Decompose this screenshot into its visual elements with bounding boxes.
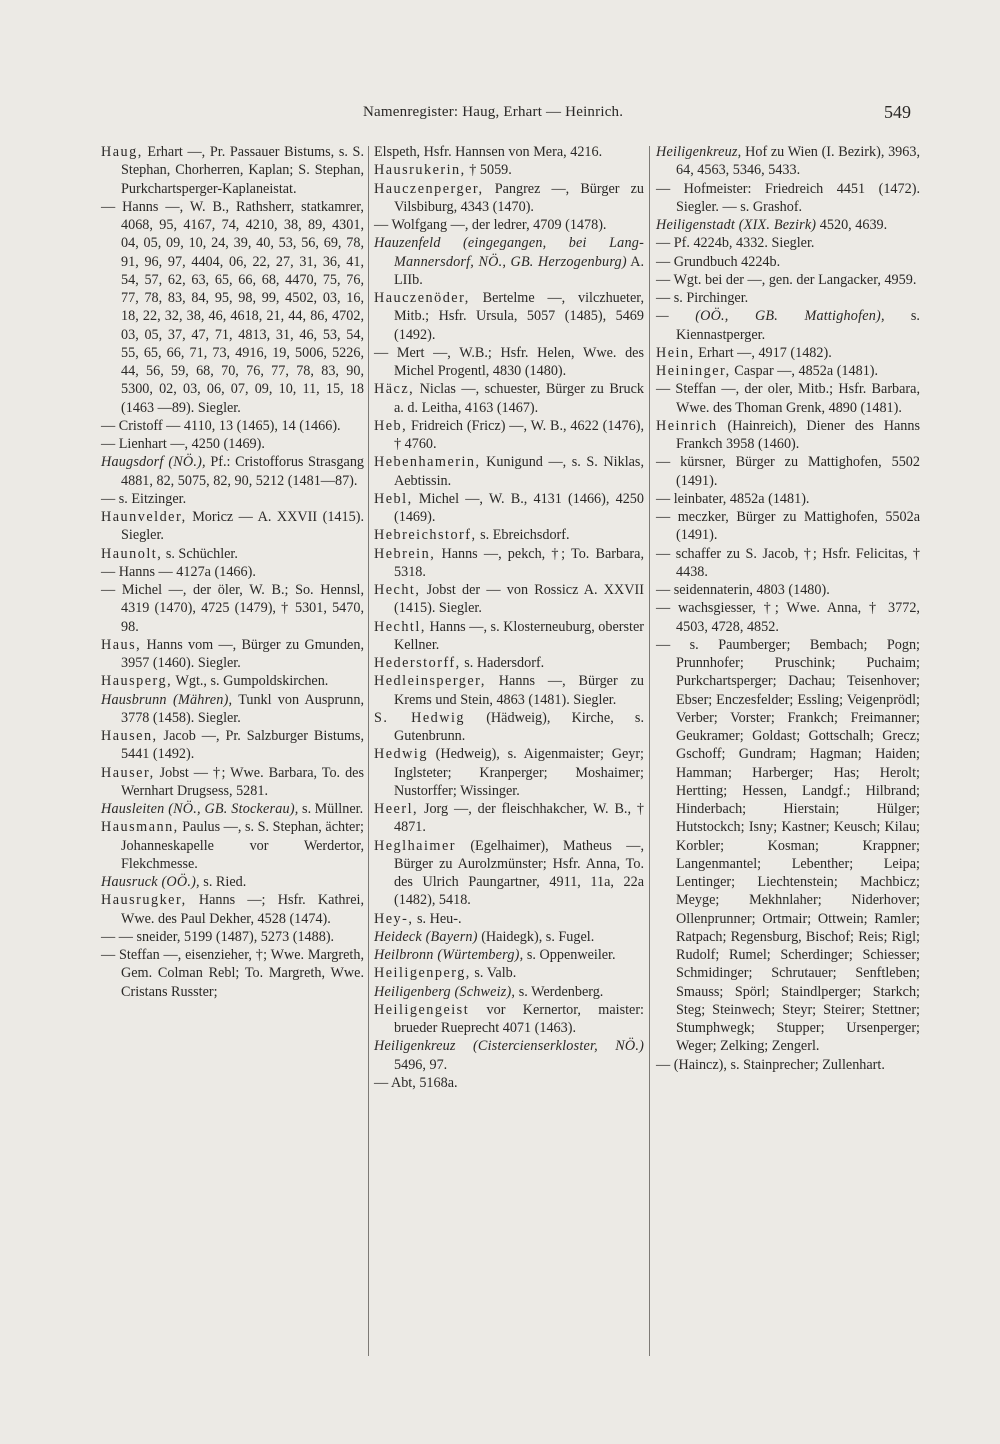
entry-text: (Hedweig), s. Aigenmaister; Geyr; Inglsteter; Kranperger; Moshaimer; Nustorffer; Wissinger.: [394, 746, 644, 799]
index-entry: [101, 928, 364, 946]
index-entry: [101, 563, 364, 581]
entry-text: Hanns vom —, Bürger zu Gmunden, 3957 (1460). Siegler.: [121, 636, 364, 671]
entry-keyword: — — sneider,: [101, 928, 181, 945]
index-entry: [101, 417, 364, 435]
index-entry: [656, 307, 920, 344]
index-entry: [374, 1037, 644, 1074]
entry-keyword: — (OÖ., GB. Mattighofen),: [656, 308, 885, 325]
index-entry: [101, 727, 364, 764]
index-entry: [656, 234, 920, 252]
entry-text: s. Hadersdorf.: [460, 655, 545, 671]
entry-text: Jorg —, der fleischhakcher, W. B., † 4871.: [394, 801, 644, 836]
index-entry: [101, 453, 364, 490]
entry-keyword: Hey-,: [374, 910, 414, 927]
index-entry: [374, 289, 644, 344]
entry-text: Paulus —, s. S. Stephan, ächter; Johanneskapelle vor Werdertor, Flekchmesse.: [121, 819, 364, 872]
entry-keyword: Heininger,: [656, 363, 731, 379]
index-entry: [374, 161, 644, 179]
index-entry: [374, 709, 644, 746]
index-entry: [374, 344, 644, 381]
entry-text: †; Wwe. Anna, † 3772, 4503, 4728, 4852.: [676, 600, 920, 635]
entry-text: Caspar —, 4852a (1481).: [730, 363, 879, 379]
entry-text: Friedreich 4451 (1472). Siegler. — s. Grashof.: [676, 180, 920, 215]
entry-text: Hof zu Wien (I. Bezirk), 3963, 64, 4563, 5346, 5433.: [676, 144, 920, 179]
index-entry: [656, 581, 920, 599]
index-entry: [374, 964, 644, 982]
entry-keyword: Hedwig: [374, 746, 428, 763]
entry-text: † 5059.: [465, 162, 512, 179]
entry-text: 5168a.: [415, 1074, 458, 1091]
entry-text: Tunkl von Ausprunn, 3778 (1458). Siegler.: [121, 691, 364, 726]
entry-keyword: Heiligenstadt (XIX. Bezirk): [656, 217, 817, 233]
index-entry: [374, 672, 644, 709]
index-entry: [101, 581, 364, 636]
index-column-3: [656, 143, 920, 1074]
entry-text: s. Schüchler.: [162, 545, 238, 562]
entry-text: Elspeth, Hsfr. Hannsen von Mera, 4216.: [374, 144, 603, 160]
entry-keyword: Haug,: [101, 144, 143, 160]
entry-keyword: — schaffer: [656, 545, 722, 562]
index-entry: [101, 891, 364, 928]
index-entry: [374, 983, 644, 1001]
entry-keyword: Heiligenperg,: [374, 965, 471, 982]
entry-text: Pangrez —, Bürger zu Vilsbiburg, 4343 (1470).: [394, 180, 644, 215]
index-entry: [374, 380, 644, 417]
entry-text: — 4127a (1466).: [155, 563, 256, 580]
entry-keyword: — Steffan: [656, 381, 717, 398]
index-entry: [656, 344, 920, 362]
entry-keyword: — Hofmeister:: [656, 180, 752, 197]
entry-text: Bertelme —, vilczhueter, Mitb.; Hsfr. Ursula, 5057 (1485), 5469 (1492).: [394, 290, 644, 343]
entry-text: (Hädweig), Kirche, s. Gutenbrunn.: [394, 709, 644, 744]
entry-text: Hanns —; Hsfr. Kathrei, Wwe. des Paul Dekher, 4528 (1474).: [121, 892, 364, 927]
index-column-1: [101, 143, 364, 1001]
entry-text: Jobst der — von Rossicz A. XXVII (1415). Siegler.: [394, 582, 644, 617]
entry-keyword: — seidennaterin,: [656, 582, 753, 598]
entry-text: s. Kiennastperger.: [676, 308, 920, 343]
index-entry: [656, 490, 920, 508]
entry-keyword: Hausperg,: [101, 673, 173, 690]
entry-keyword: — (Haincz),: [656, 1056, 727, 1073]
entry-text: s. Müllner.: [298, 801, 364, 817]
entry-keyword: — wachsgiesser,: [656, 600, 756, 617]
entry-keyword: Heiligenberg (Schweiz),: [374, 983, 516, 1000]
entry-text: Bürger zu Mattighofen, 5502 (1491).: [676, 454, 920, 489]
index-entry: [101, 873, 364, 891]
entry-text: —, W.B.; Hsfr. Helen, Wwe. des Michel Progentl, 4830 (1480).: [394, 344, 644, 379]
entry-keyword: — Pf.: [656, 235, 690, 252]
index-entry: [656, 180, 920, 217]
index-entry: [374, 234, 644, 289]
entry-text: s. Ebreichsdorf.: [476, 527, 570, 544]
entry-text: Pf.: Cristofforus Strasgang 4881, 82, 5075, 82, 90, 5212 (1481—87).: [121, 454, 365, 489]
index-entry: [656, 545, 920, 582]
entry-text: Jacob —, Pr. Salzburger Bistums, 5441 (1492).: [121, 728, 364, 763]
index-entry: [101, 946, 364, 1001]
index-entry: [374, 946, 644, 964]
entry-keyword: Hausbrunn (Mähren),: [101, 691, 233, 708]
entry-keyword: — Michel: [101, 582, 163, 598]
entry-text: Niclas —, schuester, Bürger zu Bruck a. d. Leitha, 4163 (1467).: [394, 381, 644, 416]
index-entry: [656, 1056, 920, 1074]
entry-text: Erhart —, 4917 (1482).: [694, 344, 832, 361]
entry-text: vor Kernertor, maister: brueder Rueprecht 4071 (1463).: [394, 1001, 644, 1036]
index-entry: [101, 691, 364, 728]
entry-keyword: Hausmann,: [101, 819, 179, 836]
entry-keyword: Haunolt,: [101, 545, 163, 562]
index-column-2: [374, 143, 644, 1092]
entry-text: Pirchinger.: [682, 290, 749, 306]
entry-text: Paumberger; Bembach; Pogn; Prunnhofer; Pruschink; Puchaim; Purkchartsperger; Dachau; Teisenhover; Ebser; Enczesfelder; Essling; Veigenprödl; Verber; Vorster; Frankch; Freimanner; Geukramer; Goldast; Gottschalh; Grecz; Gschoff; Gundram; Hagman; Haiden; Hamman; Harberger; Has; Herolt; Hertting; Hessen, Landgf.; Hilbrand; Hinderbach; Hierstain; Hülger; Hutstockch; Isny; Kastner; Keusch; Kilau; Korbler; Kosman; Krappner; Langenmantel; Lebenther; Leipa; Lentinger; Liechtenstein; Machbicz; Meyge; Mekhnlaher; Niderhover; Ollenprunner; Ortmair; Ottwein; Ramler; Ratpach; Regensburg, Bischof; Reis; Rigl; Rudolf; Rumel; Scherdinger; Schiesser; Schmidinger; Schrutauer; Senftleben; Smauss; Spörl; Staindlperger; Starkch; Steg; Steinwech; Steyr; Steirer; Stettner; Stumphwegk; Stupper; Ursenperger; Weger; Zelking; Zengerl.: [676, 636, 920, 1055]
entry-keyword: Hausrugker,: [101, 892, 187, 909]
index-entry: [656, 289, 920, 307]
index-entry: [101, 764, 364, 801]
index-entry: [374, 928, 644, 946]
entry-text: Moricz — A. XXVII (1415). Siegler.: [121, 509, 364, 544]
entry-keyword: Heideck (Bayern): [374, 928, 478, 945]
entry-keyword: S. Hedwig: [374, 709, 466, 726]
entry-keyword: — leinbater,: [656, 490, 727, 507]
entry-text: s. Werdenberg.: [515, 983, 604, 1000]
index-entry: [374, 837, 644, 910]
entry-text: —, der oler, Mitb.; Hsfr. Barbara, Wwe. des Thoman Grenk, 4890 (1481).: [676, 381, 921, 416]
entry-text: Hanns —, s. Klosterneuburg, oberster Kellner.: [394, 618, 644, 653]
index-entry: [656, 143, 920, 180]
entry-keyword: — Steffan: [101, 947, 160, 963]
entry-text: 4852a (1481).: [726, 490, 810, 507]
entry-text: zu S. Jacob, †; Hsfr. Felicitas, † 4438.: [676, 545, 920, 580]
entry-keyword: Hebrein,: [374, 545, 436, 562]
index-entry: [101, 545, 364, 563]
entry-keyword: Hauser,: [101, 764, 155, 781]
entry-keyword: Hausrukerin,: [374, 162, 466, 179]
entry-text: Hanns —, pekch, †; To. Barbara, 5318.: [394, 545, 644, 580]
entry-text: Jobst — †; Wwe. Barbara, To. des Wernhart Drugsess, 5281.: [121, 764, 364, 799]
entry-keyword: Hebl,: [374, 490, 413, 507]
index-entry: [656, 417, 920, 454]
index-entry: [656, 599, 920, 636]
index-entry: [656, 362, 920, 380]
index-entry: [101, 143, 364, 198]
page-header: [0, 104, 1000, 128]
index-entry: [374, 490, 644, 527]
entry-keyword: Hederstorff,: [374, 655, 461, 671]
entry-keyword: — meczker,: [656, 509, 729, 525]
entry-keyword: Hausen,: [101, 728, 158, 744]
entry-text: Hanns —, Bürger zu Krems und Stein, 4863 (1481). Siegler.: [394, 673, 644, 708]
entry-keyword: Haugsdorf (NÖ.),: [101, 454, 206, 471]
entry-keyword: Heiligenkreuz (Cistercienserkloster, NÖ.): [374, 1038, 644, 1055]
entry-keyword: Haus,: [101, 636, 142, 653]
index-entry: [656, 253, 920, 271]
entry-keyword: — Cristoff: [101, 417, 163, 434]
entry-text: bei der —, gen. der Langacker, 4959.: [701, 271, 917, 288]
entry-keyword: — kürsner,: [656, 454, 726, 471]
index-entry: [656, 453, 920, 490]
entry-keyword: Heiligenkreuz,: [656, 144, 742, 160]
entry-keyword: Hecht,: [374, 582, 421, 598]
entry-text: Wgt., s. Gumpoldskirchen.: [172, 673, 329, 690]
entry-text: Eitzinger.: [127, 490, 187, 507]
entry-text: —, der ledrer, 4709 (1478).: [447, 217, 607, 233]
entry-keyword: Heerl,: [374, 801, 419, 817]
entry-keyword: Heb,: [374, 417, 408, 434]
entry-text: 5496, 97.: [394, 1056, 448, 1073]
index-entry: [656, 271, 920, 289]
entry-keyword: — s.: [656, 636, 699, 653]
index-entry: [656, 636, 920, 1056]
entry-keyword: Hauczenperger,: [374, 180, 484, 197]
index-entry: [656, 380, 920, 417]
entry-text: s. Stainprecher; Zullenhart.: [726, 1056, 885, 1073]
entry-keyword: Hauczenöder,: [374, 290, 470, 306]
entry-text: Michel —, W. B., 4131 (1466), 4250 (1469).: [394, 490, 644, 525]
column-divider: [368, 146, 369, 1356]
entry-keyword: Heglhaimer: [374, 837, 456, 854]
running-title: Namenregister: Haug, Erhart — Heinrich.: [363, 104, 624, 120]
index-entry: [374, 1001, 644, 1038]
column-divider: [649, 146, 650, 1356]
entry-keyword: — Mert: [374, 344, 425, 361]
entry-text: s. Valb.: [470, 965, 517, 982]
entry-keyword: Hechtl,: [374, 618, 426, 635]
entry-text: 5199 (1487), 5273 (1488).: [180, 928, 335, 945]
entry-keyword: — Abt,: [374, 1074, 416, 1091]
index-entry: [374, 453, 644, 490]
index-entry: [101, 818, 364, 873]
index-entry: [101, 508, 364, 545]
entry-keyword: — Hanns: [101, 198, 159, 215]
entry-text: —, 4250 (1469).: [166, 436, 265, 452]
index-entry: [374, 581, 644, 618]
page-number: 549: [884, 102, 911, 122]
entry-keyword: — Hanns: [101, 563, 155, 580]
entry-text: 4803 (1480).: [752, 582, 830, 598]
entry-keyword: — s.: [656, 290, 683, 306]
entry-keyword: Hausruck (OÖ.),: [101, 874, 200, 890]
index-entry: [374, 800, 644, 837]
entry-keyword: Hein,: [656, 344, 695, 361]
entry-keyword: Heinrich: [656, 417, 718, 434]
index-entry: [374, 180, 644, 217]
index-entry: [374, 1074, 644, 1092]
entry-text: Erhart —, Pr. Passauer Bistums, s. S. Stephan, Chorherren, Kaplan; S. Stephan, Purkchartsperger-Kaplaneistat.: [121, 144, 364, 197]
entry-text: 4224b, 4332. Siegler.: [689, 235, 815, 252]
index-entry: [101, 800, 364, 818]
entry-text: (Egelhaimer), Matheus —, Bürger zu Aurolzmünster; Hsfr. Anna, To. des Ulrich Paungartner, 4911, 11a, 22a (1482), 5418.: [394, 837, 644, 909]
index-entry: [656, 508, 920, 545]
entry-text: 4224b.: [737, 253, 781, 270]
index-entry: [374, 526, 644, 544]
entry-text: s. Heu-.: [413, 910, 462, 927]
index-entry: [374, 910, 644, 928]
index-entry: [101, 636, 364, 673]
entry-text: s. Oppenweiler.: [523, 947, 616, 963]
index-entry: [374, 216, 644, 234]
index-entry: [101, 490, 364, 508]
entry-keyword: Hebenhamerin,: [374, 454, 481, 471]
entry-keyword: Hedleinsperger,: [374, 673, 486, 690]
entry-text: Bürger zu Mattighofen, 5502a (1491).: [676, 509, 920, 544]
index-entry: [374, 745, 644, 800]
entry-text: A. LIIb.: [394, 253, 645, 288]
index-entry: [374, 618, 644, 655]
index-entry: [374, 654, 644, 672]
entry-keyword: Haunvelder,: [101, 509, 187, 525]
entry-keyword: — s.: [101, 490, 128, 507]
index-entry: [374, 143, 644, 161]
entry-text: 4520, 4639.: [816, 217, 888, 233]
entry-keyword: Heiligengeist: [374, 1001, 470, 1018]
index-entry: [101, 198, 364, 417]
index-entry: [101, 435, 364, 453]
entry-keyword: — Wolfgang: [374, 217, 448, 233]
entry-keyword: Hauzenfeld (eingegangen, bei Lang-Mannersdorf, NÖ., GB. Herzogenburg): [374, 235, 644, 270]
index-entry: [374, 417, 644, 454]
entry-text: Kunigund —, s. S. Niklas, Aebtissin.: [394, 454, 644, 489]
entry-keyword: — Lienhart: [101, 436, 167, 452]
index-entry: [101, 672, 364, 690]
index-entry: [656, 216, 920, 234]
entry-text: —, der öler, W. B.; So. Hennsl, 4319 (1470), 4725 (1479), † 5301, 5470, 98.: [121, 582, 364, 635]
entry-keyword: — Wgt.: [656, 271, 702, 288]
index-entry: [374, 545, 644, 582]
entry-text: (Hainreich), Diener des Hanns Frankch 3958 (1460).: [676, 417, 920, 452]
entry-text: —, W. B., Rathsherr, statkamrer, 4068, 95, 4167, 74, 4210, 38, 89, 4301, 04, 05, 09, 10, 24, 39, 40, 53, 56, 69, 78, 91, 96, 97, 4404, 06, 22, 27, 31, 36, 41, 54, 57, 62, 63, 65, 66, 68, 4470, 75, 76, 77, 78, 83, 84, 95, 98, 99, 4502, 03, 16, 18, 22, 32, 38, 46, 4618, 21, 44, 86, 4702, 03, 05, 37, 47, 71, 4813, 31, 46, 53, 54, 55, 65, 66, 71, 73, 4916, 19, 5006, 5226, 44, 56, 59, 68, 70, 76, 77, 78, 83, 90, 5300, 02, 03, 06, 07, 09, 10, 11, 15, 18 (1463 —89). Siegler.: [121, 198, 364, 416]
entry-keyword: Hebreichstorf,: [374, 527, 477, 544]
entry-text: (Haidegk), s. Fugel.: [477, 928, 595, 945]
entry-keyword: — Grundbuch: [656, 253, 738, 270]
entry-text: —, eisenzieher, †; Wwe. Margreth, Gem. Colman Rebl; To. Margreth, Wwe. Cristans Russter;: [121, 947, 364, 1000]
entry-text: — 4110, 13 (1465), 14 (1466).: [162, 417, 341, 434]
entry-text: Fridreich (Fricz) —, W. B., 4622 (1476), † 4760.: [394, 417, 644, 452]
entry-keyword: Heilbronn (Würtemberg),: [374, 947, 524, 963]
entry-keyword: Häcz,: [374, 381, 415, 398]
entry-keyword: Hausleiten (NÖ., GB. Stockerau),: [101, 801, 299, 817]
entry-text: s. Ried.: [199, 874, 247, 890]
